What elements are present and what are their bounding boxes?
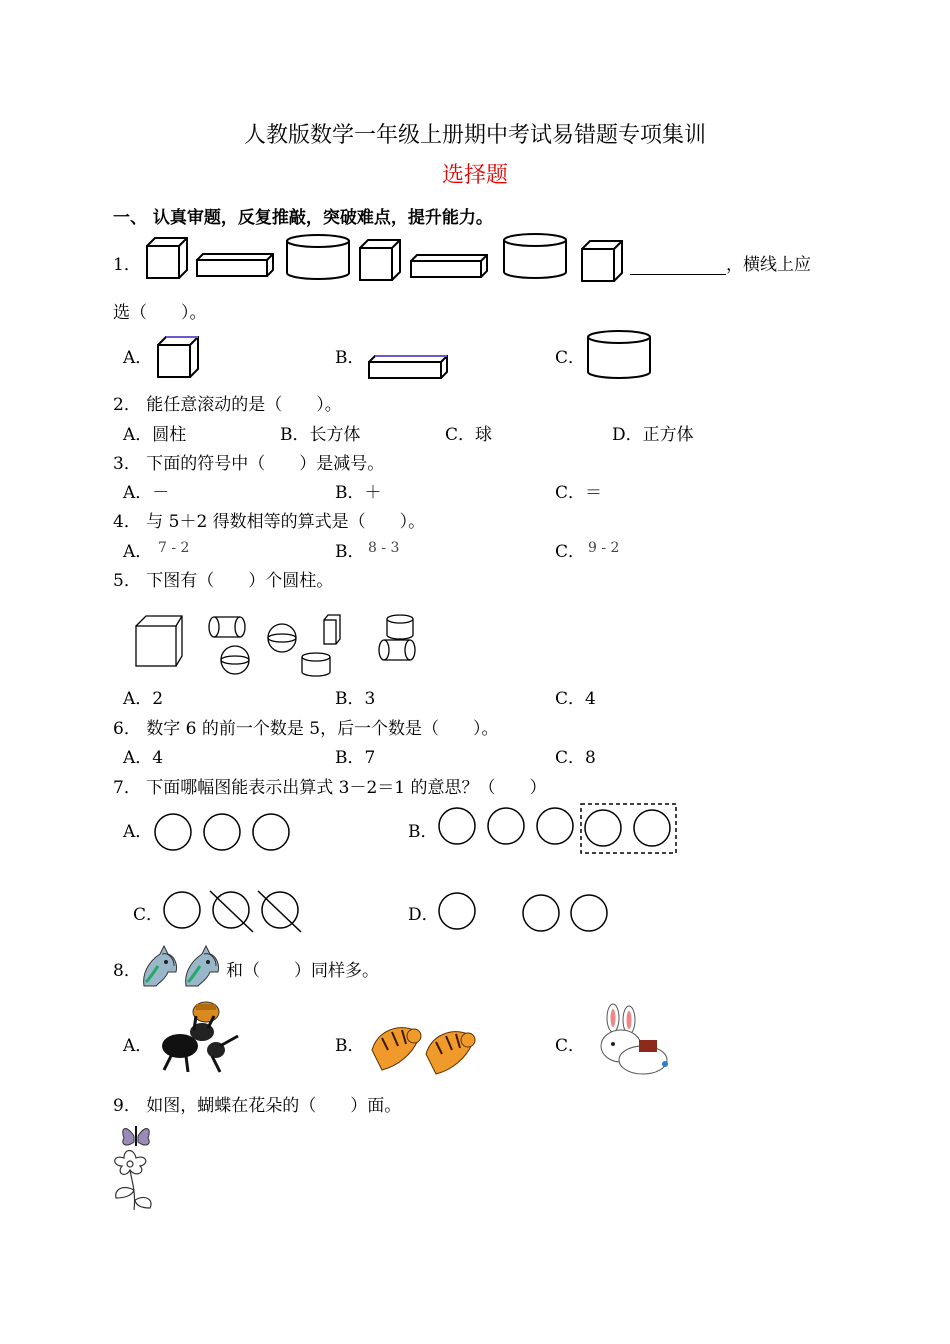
q4-option-a-expr: 7 - 2	[158, 540, 190, 556]
cylinder-shape	[387, 615, 413, 639]
tiger-icon	[372, 1028, 421, 1070]
q8-option-a[interactable]: A．	[123, 1036, 153, 1056]
q1-option-a[interactable]: A．	[123, 348, 153, 368]
sphere-shape	[221, 646, 249, 674]
q4-option-b-expr: 8 - 3	[368, 540, 400, 556]
q2-option-c[interactable]: C．球	[445, 425, 493, 445]
q3-option-c[interactable]: C．＝	[555, 483, 603, 503]
q7-option-c[interactable]: C．	[133, 905, 164, 925]
option-a-cube	[155, 333, 205, 381]
q1-shape-sequence	[140, 230, 640, 290]
tiger-icon	[426, 1032, 475, 1074]
q4-option-b[interactable]: B．	[335, 542, 365, 562]
q6-option-b[interactable]: B．7	[335, 748, 376, 768]
q3-option-b[interactable]: B．＋	[335, 483, 382, 503]
q2-stem: 2． 能任意滚动的是（ ）。	[113, 395, 342, 415]
flower-icon	[115, 1151, 151, 1211]
q6-stem: 6． 数字 6 的前一个数是 5，后一个数是（ ）。	[113, 719, 499, 739]
q3-option-a[interactable]: A．－	[123, 483, 170, 503]
cylinder-shape	[379, 640, 415, 660]
q7-option-d-circles	[436, 889, 616, 935]
section-heading: 一、 认真审题，反复推敲，突破难点，提升能力。	[113, 208, 493, 228]
q1-continuation: 选（ ）。	[113, 303, 207, 323]
q4-option-c[interactable]: C．	[555, 542, 586, 562]
q1-tail: ，横线上应	[726, 255, 811, 275]
q5-option-a[interactable]: A．2	[123, 689, 164, 709]
cuboid-shape	[411, 255, 487, 277]
cube-shape	[360, 240, 400, 280]
q7-option-c-circles	[160, 886, 305, 936]
tiger-icon-pair	[368, 1010, 478, 1080]
cylinder-shape	[287, 235, 349, 279]
q1-option-b[interactable]: B．	[335, 348, 365, 368]
butterfly-flower-figure	[108, 1120, 168, 1216]
cube-shape	[147, 238, 187, 278]
q1-option-c[interactable]: C．	[555, 348, 586, 368]
q8-tail: 和（ ）同样多。	[226, 961, 379, 981]
cuboid-shape	[324, 615, 340, 644]
q7-option-a-circles	[150, 810, 295, 856]
cylinder-shape	[504, 234, 566, 278]
q7-option-b-circles	[436, 802, 681, 857]
q5-solids-figure	[130, 610, 430, 682]
option-b-cuboid	[366, 352, 450, 382]
q1-number: 1．	[113, 255, 141, 275]
q7-stem: 7． 下面哪幅图能表示出算式 3－2＝1 的意思？（ ）	[113, 778, 547, 798]
q6-option-c[interactable]: C．8	[555, 748, 596, 768]
horse-icon	[144, 946, 177, 986]
q8-option-b[interactable]: B．	[335, 1036, 365, 1056]
option-c-cylinder	[585, 328, 655, 382]
ant-icon	[158, 1000, 248, 1078]
horse-icon	[186, 946, 219, 986]
page-title: 人教版数学一年级上册期中考试易错题专项集训	[243, 123, 706, 148]
q2-option-b[interactable]: B．长方体	[280, 425, 361, 445]
butterfly-icon	[123, 1126, 150, 1146]
q8-option-c[interactable]: C．	[555, 1036, 586, 1056]
q5-option-b[interactable]: B．3	[335, 689, 376, 709]
q2-option-d[interactable]: D．正方体	[612, 425, 694, 445]
cylinder-shape	[209, 617, 245, 637]
q2-option-a[interactable]: A．圆柱	[123, 425, 187, 445]
q4-stem: 4． 与 5＋2 得数相等的算式是（ ）。	[113, 512, 426, 532]
cube-shape	[136, 616, 182, 666]
cuboid-shape	[197, 254, 273, 276]
rabbit-icon	[585, 1004, 675, 1078]
q4-option-a[interactable]: A．	[123, 542, 153, 562]
page-subtitle: 选择题	[441, 163, 508, 188]
q6-option-a[interactable]: A．4	[123, 748, 164, 768]
q5-stem: 5． 下图有（ ）个圆柱。	[113, 571, 334, 591]
q7-option-a[interactable]: A．	[123, 822, 153, 842]
sphere-shape	[268, 624, 296, 652]
q1-answer-line	[630, 255, 811, 275]
horse-icon-pair	[138, 942, 228, 990]
q7-option-b[interactable]: B．	[408, 822, 438, 842]
cube-shape	[582, 241, 622, 281]
q5-option-c[interactable]: C．4	[555, 689, 596, 709]
q9-stem: 9． 如图，蝴蝶在花朵的（ ）面。	[113, 1096, 402, 1116]
q7-option-d[interactable]: D．	[408, 905, 439, 925]
q8-number: 8．	[113, 961, 141, 981]
cylinder-shape	[302, 653, 330, 676]
q4-option-c-expr: 9 - 2	[588, 540, 620, 556]
q3-stem: 3． 下面的符号中（ ）是减号。	[113, 454, 385, 474]
